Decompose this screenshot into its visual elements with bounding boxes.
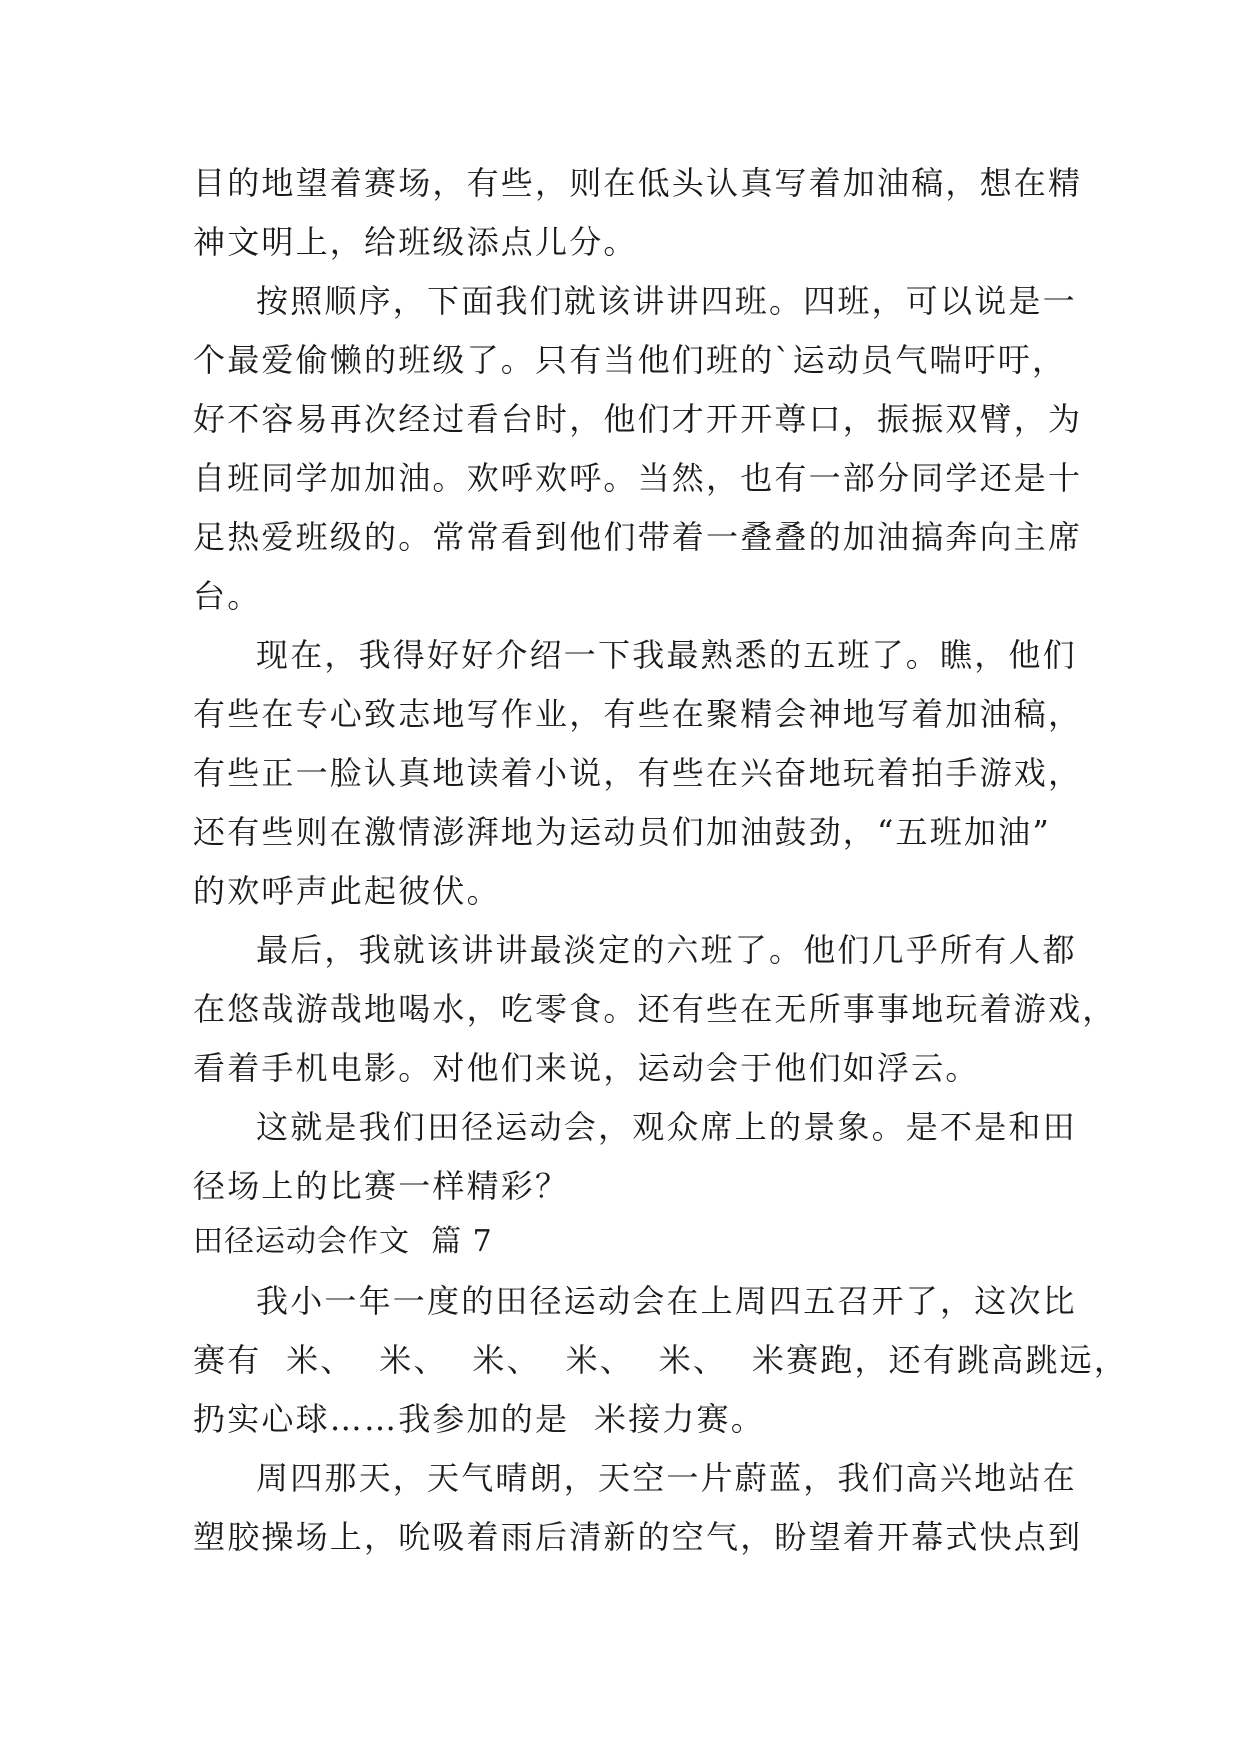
text-line: 扔实心球……我参加的是 米接力赛。 [193,1400,765,1438]
paragraph-start: 按照顺序，下面我们就该讲讲四班。四班，可以说是一 [256,282,1077,320]
text-line: 有些正一脸认真地读着小说，有些在兴奋地玩着拍手游戏， [193,754,1083,792]
text-line: 塑胶操场上，吮吸着雨后清新的空气，盼望着开幕式快点到 [193,1518,1083,1556]
paragraph-start: 这就是我们田径运动会，观众席上的景象。是不是和田 [256,1108,1077,1146]
text-line: 神文明上，给班级添点儿分。 [193,223,638,261]
text-line: 个最爱偷懒的班级了。只有当他们班的`运动员气喘吁吁， [193,341,1067,379]
section-heading: 田径运动会作文 篇 7 [193,1224,493,1259]
text-line: 的欢呼声此起彼伏。 [193,872,501,910]
text-line: 还有些则在激情澎湃地为运动员们加油鼓劲，“五班加油” [193,813,1051,851]
paragraph-start: 周四那天，天气晴朗，天空一片蔚蓝，我们高兴地站在 [256,1459,1077,1497]
text-line: 目的地望着赛场，有些，则在低头认真写着加油稿，想在精 [193,164,1083,202]
text-line: 径场上的比赛一样精彩？ [193,1167,570,1205]
text-line: 足热爱班级的。常常看到他们带着一叠叠的加油搞奔向主席 [193,518,1083,556]
text-line: 有些在专心致志地写作业，有些在聚精会神地写着加油稿， [193,695,1083,733]
text-line: 台。 [193,577,262,615]
paragraph-start: 我小一年一度的田径运动会在上周四五召开了，这次比 [256,1282,1077,1320]
text-line: 赛有 米、 米、 米、 米、 米、 米赛跑，还有跳高跳远， [193,1341,1129,1379]
text-line: 好不容易再次经过看台时，他们才开开尊口，振振双臂，为 [193,400,1083,438]
text-line: 自班同学加加油。欢呼欢呼。当然，也有一部分同学还是十 [193,459,1083,497]
text-line: 在悠哉游哉地喝水，吃零食。还有些在无所事事地玩着游戏， [193,990,1117,1028]
paragraph-start: 现在，我得好好介绍一下我最熟悉的五班了。瞧，他们 [256,636,1077,674]
text-line: 看着手机电影。对他们来说，运动会于他们如浮云。 [193,1049,980,1087]
paragraph-start: 最后，我就该讲讲最淡定的六班了。他们几乎所有人都 [256,931,1077,969]
